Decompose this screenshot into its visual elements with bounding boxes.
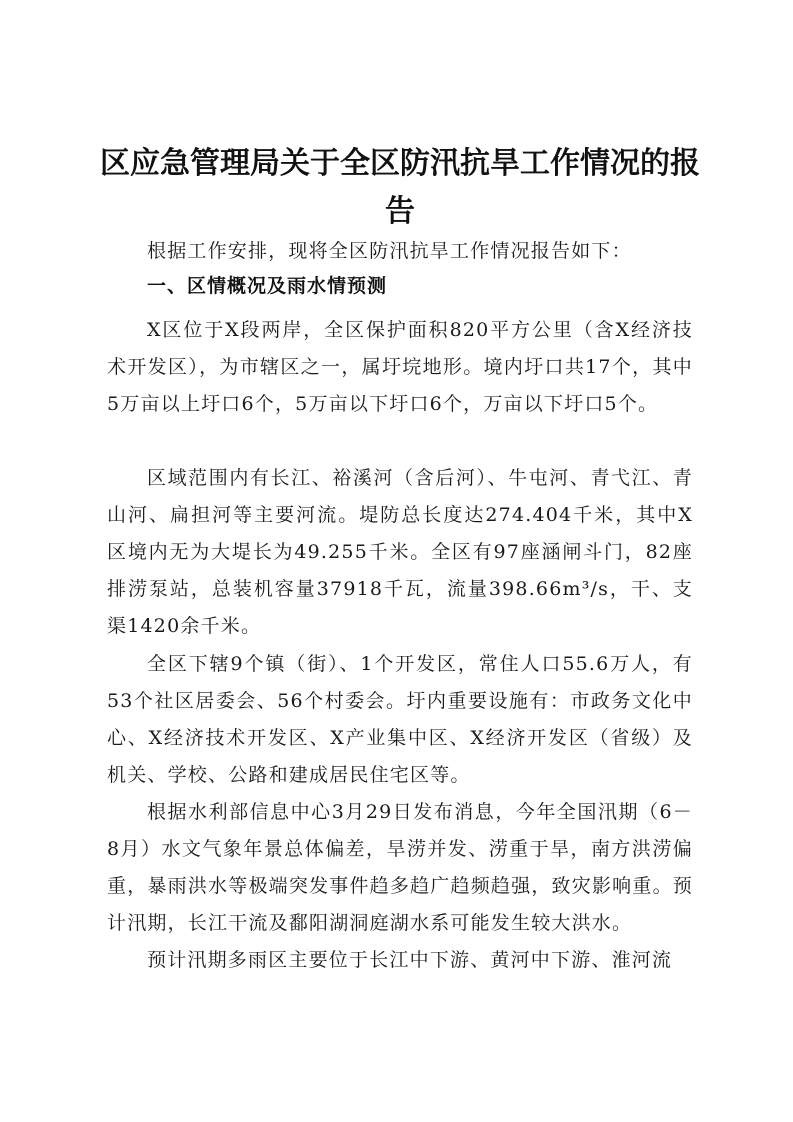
paragraph-forecast: 根据水利部信息中心3月29日发布消息，今年全国汛期（6－8月）水文气象年景总体偏差，旱涝并发、涝重于旱，南方洪涝偏重，暴雨洪水等极端突发事件趋多趋广趋频趋强，致灾影响重。预计汛期，长江干流及鄱阳湖洞庭湖水系可能发生较大洪水。 <box>107 801 693 934</box>
paragraph-rain-areas: 预计汛期多雨区主要位于长江中下游、黄河中下游、淮河流 <box>147 949 673 971</box>
paragraph-location: X区位于X段两岸，全区保护面积820平方公里（含X经济技术开发区），为市辖区之一，属圩垸地形。境内圩口共17个，其中5万亩以上圩口6个，5万亩以下圩口6个，万亩以下圩口5个。 <box>107 319 693 415</box>
paragraph-rivers: 区域范围内有长江、裕溪河（含后河）、牛屯河、青弋江、青山河、扁担河等主要河流。堤防总长度达274.404千米，其中X区境内无为大堤长为49.255千米。全区有97座涵闸斗门，82座排涝泵站，总装机容量37918千瓦，流量398.66m³/s，干、支渠1420余千米。 <box>107 467 693 637</box>
intro-paragraph: 根据工作安排，现将全区防汛抗旱工作情况报告如下： <box>147 240 632 262</box>
section-heading-1: 一、区情概况及雨水情预测 <box>147 275 388 297</box>
document-title: 区应急管理局关于全区防汛抗旱工作情况的报告 <box>100 146 700 229</box>
paragraph-population: 全区下辖9个镇（街）、1个开发区，常住人口55.6万人，有53个社区居委会、56个村委会。圩内重要设施有：市政务文化中心、X经济技术开发区、X产业集中区、X经济开发区（省级）及机关、学校、公路和建成居民住宅区等。 <box>107 653 693 786</box>
